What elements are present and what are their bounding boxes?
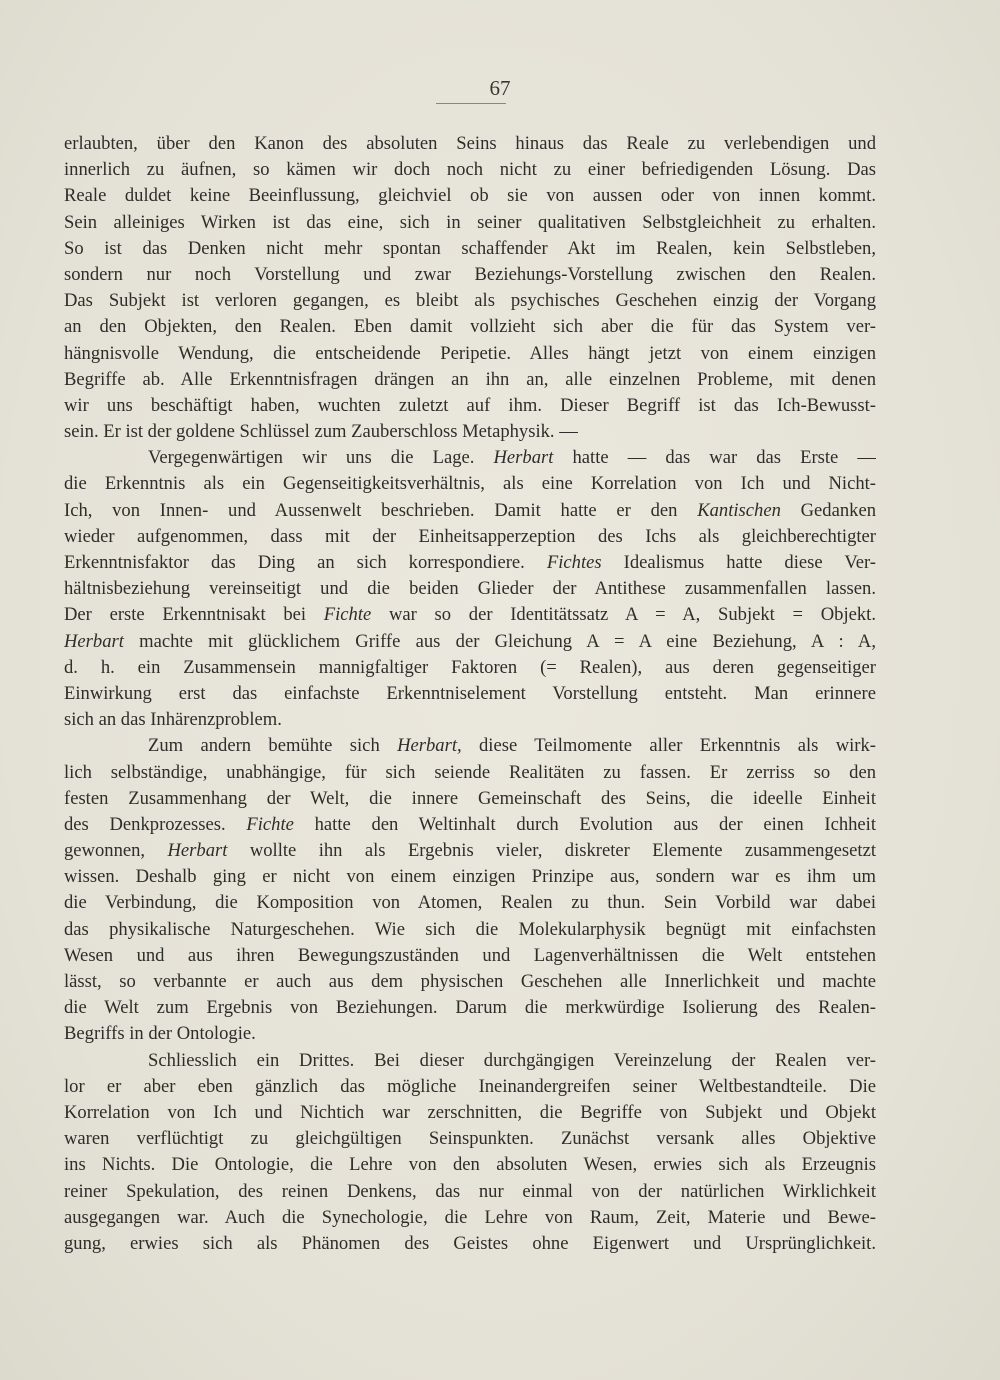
text-segment: ausgegangen war. Auch die Synechologie, die Lehre von Raum, Zeit, Materie und Bewe- xyxy=(64,1206,876,1228)
text-segment: Erkenntnisfaktor das Ding an sich korrespondiere. xyxy=(64,552,547,573)
text-segment: Idealismus hatte diese Ver- xyxy=(601,552,876,573)
italic-name: Herbart xyxy=(64,630,124,652)
text-segment: Einwirkung erst das einfachste Erkenntniselement Vorstellung entsteht. Man erinnere xyxy=(64,682,876,704)
text-segment: an den Objekten, den Realen. Eben damit vollzieht sich aber die für das System ver- xyxy=(64,316,876,338)
text-line xyxy=(64,419,876,445)
text-line xyxy=(64,1152,876,1178)
text-segment: Korrelation von Ich und Nichtich war zerschnitten, die Begriffe von Subjekt und Objekt xyxy=(64,1101,876,1123)
text-line xyxy=(64,1179,876,1205)
text-segment: Wesen und aus ihren Bewegungszuständen und Lagenverhältnissen die Welt entstehen xyxy=(64,944,876,966)
text-line xyxy=(64,314,876,340)
text-segment: wieder aufgenommen, dass mit der Einheitsapperzeption des Ichs als gleichberechtigter xyxy=(64,525,876,547)
text-line xyxy=(64,236,876,262)
text-segment: wissen. Deshalb ging er nicht von einem einzigen Prinzipe aus, sondern war es ihm um xyxy=(64,866,876,888)
text-line xyxy=(64,1074,876,1100)
text-line xyxy=(64,1100,876,1126)
text-line xyxy=(64,341,876,367)
text-segment: machte mit glücklichem Griffe aus der Gleichung A = A eine Beziehung, A : A, xyxy=(123,630,876,652)
page-number: 67 xyxy=(489,76,511,100)
text-line xyxy=(64,524,876,550)
text-segment: Vergegenwärtigen wir uns die Lage. xyxy=(148,447,494,469)
text-line xyxy=(64,471,876,497)
text-line xyxy=(64,707,876,733)
text-line xyxy=(64,445,876,471)
text-segment: die Welt zum Ergebnis von Beziehungen. Darum die merkwürdige Isolierung des Realen- xyxy=(64,997,876,1019)
text-line xyxy=(64,681,876,707)
text-line xyxy=(64,498,876,524)
text-line xyxy=(64,969,876,995)
text-line xyxy=(64,655,876,681)
text-line xyxy=(64,393,876,419)
text-line xyxy=(64,183,876,209)
italic-name: Fichte xyxy=(323,604,372,626)
text-segment: hängnisvolle Wendung, die entscheidende Peripetie. Alles hängt jetzt von einem einzigen xyxy=(64,342,876,364)
text-line xyxy=(64,1048,876,1074)
text-segment: d. h. ein Zusammensein mannigfaltiger Faktoren (= Realen), aus deren gegenseitiger xyxy=(64,656,876,678)
text-segment: Zum andern bemühte sich xyxy=(148,735,398,757)
page-number-rule xyxy=(436,103,506,104)
text-line xyxy=(64,943,876,969)
text-segment: die Verbindung, die Komposition von Atomen, Realen zu thun. Sein Vorbild war dabei xyxy=(64,892,876,914)
text-line xyxy=(64,288,876,314)
text-segment: gung, erwies sich als Phänomen des Geistes ohne Eigenwert und Ursprünglichkeit. xyxy=(64,1232,876,1254)
text-line xyxy=(64,812,876,838)
italic-name: Fichte xyxy=(246,813,294,835)
text-segment: lässt, so verbannte er auch aus dem physischen Geschehen alle Innerlichkeit und machte xyxy=(64,971,876,992)
italic-name: Kantischen xyxy=(697,499,781,521)
text-segment: waren verflüchtigt zu gleichgültigen Seinspunkten. Zunächst versank alles Objektive xyxy=(64,1128,876,1150)
text-line xyxy=(64,210,876,236)
text-line xyxy=(64,262,876,288)
text-line xyxy=(64,550,876,576)
text-segment: Das Subjekt ist verloren gegangen, es bleibt als psychisches Geschehen einzig der Vorgang xyxy=(64,290,876,312)
text-segment: hatte — das war das Erste — xyxy=(553,447,876,469)
text-segment: So ist das Denken nicht mehr spontan schaffender Akt im Realen, kein Selbstleben, xyxy=(64,237,876,259)
text-segment: Ich, von Innen- und Aussenwelt beschrieben. Damit hatte er den xyxy=(64,499,698,521)
text-line xyxy=(64,602,876,628)
body-text xyxy=(64,131,876,1257)
text-line xyxy=(64,629,876,655)
text-line xyxy=(64,1231,876,1257)
text-segment: wollte ihn als Ergebnis vieler, diskreter Elemente zusammengesetzt xyxy=(227,840,876,862)
text-segment: Begriffe ab. Alle Erkenntnisfragen drängen an ihn an, alle einzelnen Probleme, mit denen xyxy=(64,368,876,390)
text-segment: Reale duldet keine Beeinflussung, gleichviel ob sie von aussen oder von innen kommt. xyxy=(64,185,876,207)
text-line xyxy=(64,1205,876,1231)
italic-name: Herbart, xyxy=(397,735,462,757)
text-segment: das physikalische Naturgeschehen. Wie sich die Molekularphysik begnügt mit einfachsten xyxy=(64,918,876,940)
text-segment: erlaubten, über den Kanon des absoluten Seins hinaus das Reale zu verlebendigen und xyxy=(64,133,876,154)
text-segment: lich selbständige, unabhängige, für sich seiende Realitäten zu fassen. Er zerriss so den xyxy=(64,761,876,783)
text-line xyxy=(64,786,876,812)
text-segment: Sein alleiniges Wirken ist das eine, sich in seiner qualitativen Selbstgleichheit zu erhalten. xyxy=(64,211,876,233)
text-segment: lor er aber eben gänzlich das mögliche Ineinandergreifen seiner Weltbestandteile. Die xyxy=(64,1075,876,1097)
text-line xyxy=(64,576,876,602)
text-segment: ins Nichts. Die Ontologie, die Lehre von den absoluten Wesen, erwies sich als Erzeugnis xyxy=(64,1154,876,1176)
text-line xyxy=(64,131,876,157)
italic-name: Herbart xyxy=(493,447,554,469)
text-segment: festen Zusammenhang der Welt, die innere Gemeinschaft des Seins, die ideelle Einheit xyxy=(64,787,876,809)
text-line xyxy=(64,1021,876,1047)
text-segment: Begriffs in der Ontologie. xyxy=(64,1023,256,1045)
text-segment: Gedanken xyxy=(780,499,876,521)
text-segment: gewonnen, xyxy=(64,840,168,862)
text-segment: die Erkenntnis als ein Gegenseitigkeitsverhältnis, als eine Korrelation von Ich und Nicht- xyxy=(64,473,876,495)
text-segment: diese Teilmomente aller Erkenntnis als wirk- xyxy=(461,735,876,757)
text-line xyxy=(64,1126,876,1152)
text-line xyxy=(64,864,876,890)
text-segment: war so der Identitätssatz A = A, Subjekt = Objekt. xyxy=(371,604,876,626)
text-segment: Der erste Erkenntnisakt bei xyxy=(64,604,324,626)
text-line xyxy=(64,890,876,916)
text-segment: hatte den Weltinhalt durch Evolution aus der einen Ichheit xyxy=(293,813,876,835)
text-segment: hältnisbeziehung vereinseitigt und die beiden Glieder der Antithese zusammenfallen lassen. xyxy=(64,578,876,600)
text-line xyxy=(64,838,876,864)
text-segment: des Denkprozesses. xyxy=(64,813,247,835)
text-segment: Schliesslich ein Drittes. Bei dieser durchgängigen Vereinzelung der Realen ver- xyxy=(148,1049,876,1071)
text-segment: sondern nur noch Vorstellung und zwar Beziehungs-Vorstellung zwischen den Realen. xyxy=(64,263,876,285)
text-segment: reiner Spekulation, des reinen Denkens, das nur einmal von der natürlichen Wirklichkeit xyxy=(64,1180,876,1202)
italic-name: Herbart xyxy=(167,840,228,862)
text-segment: innerlich zu äufnen, so kämen wir doch noch nicht zu einer befriedigenden Lösung. Das xyxy=(64,159,876,181)
text-segment: wir uns beschäftigt haben, wuchten zuletzt auf ihm. Dieser Begriff ist das Ich-Bewusst- xyxy=(64,394,876,416)
text-line xyxy=(64,995,876,1021)
text-line xyxy=(64,760,876,786)
italic-name: Fichtes xyxy=(546,552,602,573)
text-line xyxy=(64,733,876,759)
text-line xyxy=(64,367,876,393)
text-line xyxy=(64,917,876,943)
text-line xyxy=(64,157,876,183)
text-segment: sich an das Inhärenzproblem. xyxy=(64,709,282,731)
text-segment: sein. Er ist der goldene Schlüssel zum Zauberschloss Metaphysik. — xyxy=(64,421,578,443)
